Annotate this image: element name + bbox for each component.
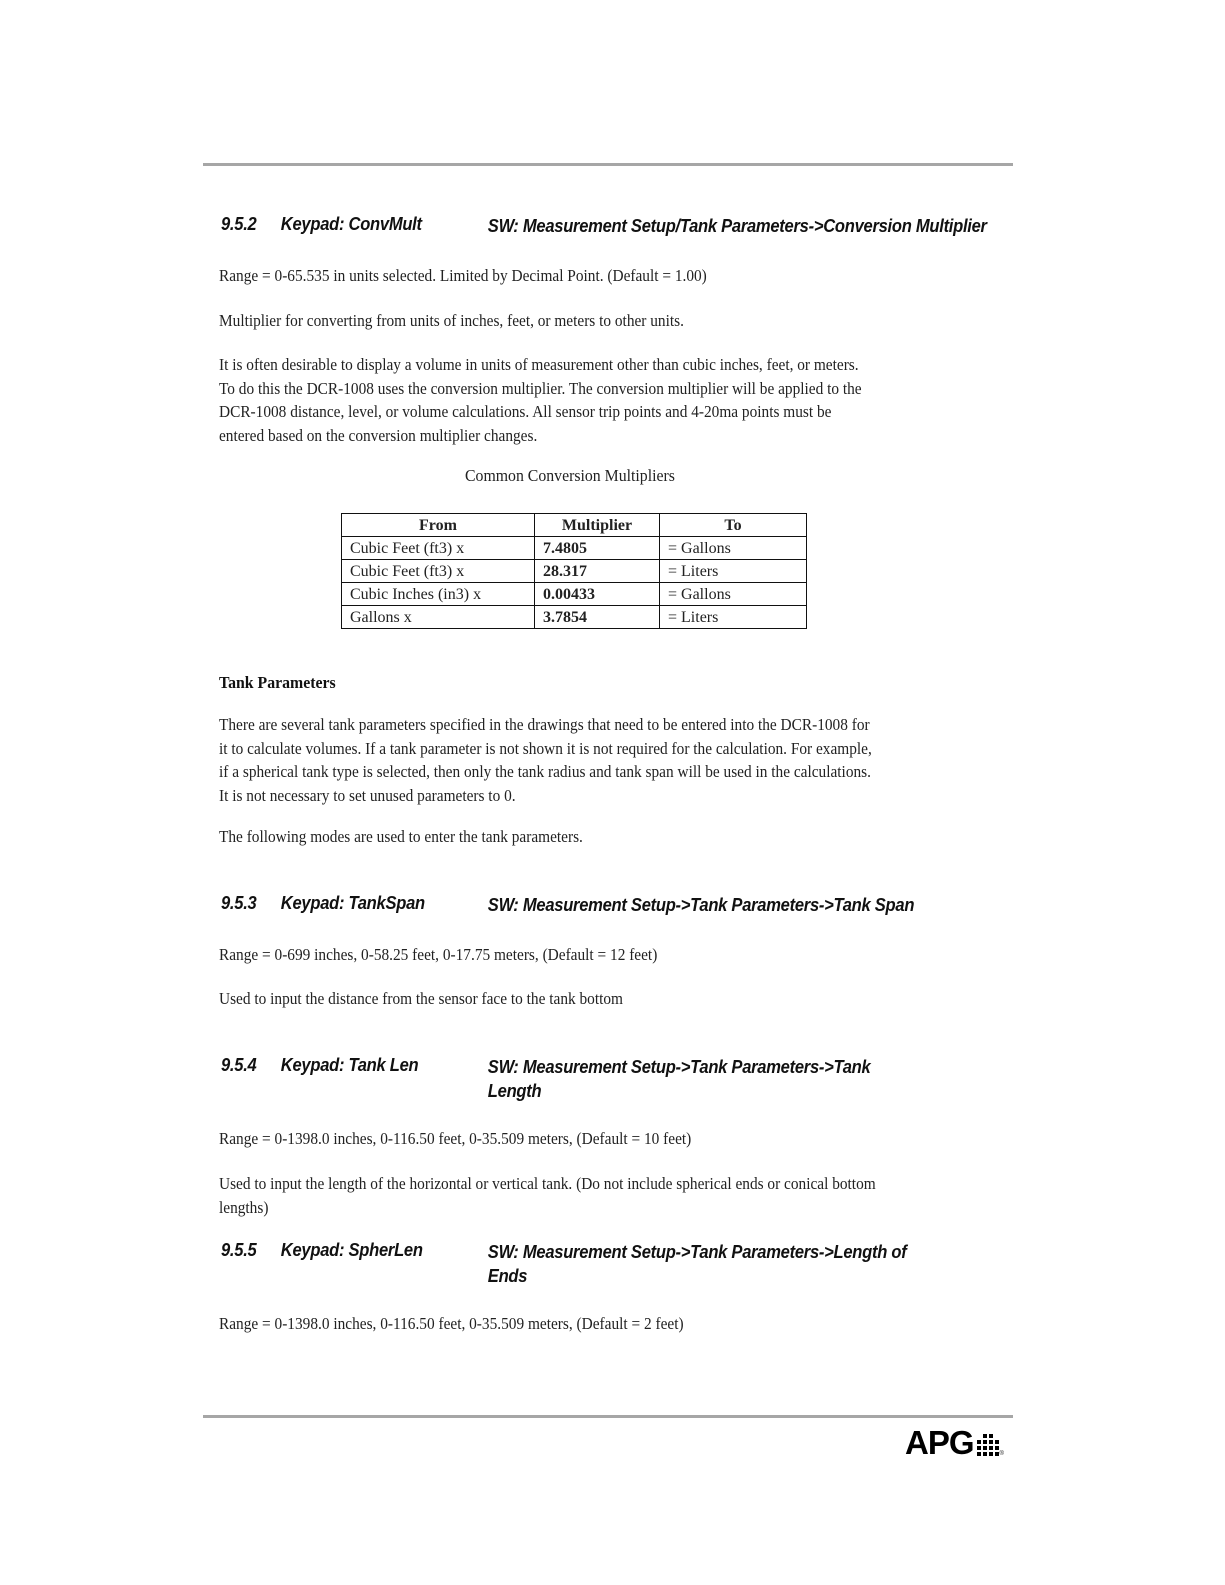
body-line: entered based on the conversion multiplier changes. <box>219 425 538 445</box>
table-row <box>342 606 807 629</box>
cell-from: Cubic Feet (ft3) x <box>342 537 535 560</box>
registered-mark: ® <box>999 1451 1004 1457</box>
header-multiplier: Multiplier <box>535 514 660 537</box>
table-row <box>342 583 807 606</box>
section-number: 9.5.3 <box>221 893 257 913</box>
body-line: To do this the DCR-1008 uses the conversion multiplier. The conversion multiplier will be applied to the <box>219 378 862 398</box>
cell-to: = Liters <box>660 606 807 629</box>
tank-parameters-paragraph <box>219 713 872 807</box>
cell-multiplier: 0.00433 <box>535 583 660 606</box>
keypad-label: Keypad: SpherLen <box>280 1240 423 1260</box>
software-path: SW: Measurement Setup->Tank Parameters->Length of Ends <box>487 1242 907 1286</box>
keypad-label: Keypad: ConvMult <box>280 214 422 234</box>
table-row <box>342 537 807 560</box>
cell-to: = Gallons <box>660 583 807 606</box>
section-number: 9.5.5 <box>221 1240 257 1260</box>
cell-from: Cubic Inches (in3) x <box>342 583 535 606</box>
header-rule <box>203 163 1013 166</box>
section-number: 9.5.2 <box>221 214 257 234</box>
tank-parameters-title: Tank Parameters <box>219 673 336 692</box>
body-line: It is often desirable to display a volume in units of measurement other than cubic inches, feet, or meters. <box>219 355 859 374</box>
range-text: Range = 0-699 inches, 0-58.25 feet, 0-17.75 meters, (Default = 12 feet) <box>219 945 658 964</box>
cell-multiplier: 7.4805 <box>535 537 660 560</box>
header-to: To <box>660 514 807 537</box>
body-paragraph <box>219 353 862 447</box>
footer-rule <box>203 1415 1013 1418</box>
description-text: Used to input the distance from the sensor face to the tank bottom <box>219 989 623 1008</box>
range-text: Range = 0-1398.0 inches, 0-116.50 feet, 0-35.509 meters, (Default = 10 feet) <box>219 1129 692 1148</box>
software-path: SW: Measurement Setup->Tank Parameters->Tank Length <box>487 1057 871 1101</box>
apg-logo <box>905 1423 1004 1459</box>
body-line: There are several tank parameters specified in the drawings that need to be entered into the DCR-1008 for <box>219 715 870 734</box>
table-row <box>342 560 807 583</box>
range-text: Range = 0-65.535 in units selected. Limited by Decimal Point. (Default = 1.00) <box>219 266 707 285</box>
software-path: SW: Measurement Setup/Tank Parameters->Conversion Multiplier <box>487 216 987 236</box>
description-text <box>219 1172 876 1219</box>
keypad-label: Keypad: TankSpan <box>280 893 425 913</box>
logo-grid-icon <box>977 1434 999 1456</box>
description-text: Multiplier for converting from units of inches, feet, or meters to other units. <box>219 311 684 330</box>
range-text: Range = 0-1398.0 inches, 0-116.50 feet, 0-35.509 meters, (Default = 2 feet) <box>219 1314 684 1333</box>
software-path: SW: Measurement Setup->Tank Parameters->Tank Span <box>487 895 915 915</box>
cell-to: = Gallons <box>660 537 807 560</box>
table-header-row <box>342 514 807 537</box>
keypad-label: Keypad: Tank Len <box>280 1055 419 1075</box>
header-from: From <box>342 514 535 537</box>
cell-multiplier: 3.7854 <box>535 606 660 629</box>
logo-text: APG <box>905 1424 974 1461</box>
cell-from: Gallons x <box>342 606 535 629</box>
body-line: it to calculate volumes. If a tank parameter is not shown it is not required for the calculation. For example, <box>219 738 872 758</box>
cell-from: Cubic Feet (ft3) x <box>342 560 535 583</box>
conversion-table <box>341 513 807 629</box>
body-line: DCR-1008 distance, level, or volume calculations. All sensor trip points and 4-20ma points must be <box>219 402 832 421</box>
body-line: if a spherical tank type is selected, then only the tank radius and tank span will be used in the calculations. <box>219 762 871 781</box>
cell-to: = Liters <box>660 560 807 583</box>
body-line: It is not necessary to set unused parameters to 0. <box>219 785 516 805</box>
body-line: Used to input the length of the horizontal or vertical tank. (Do not include spherical ends or conical bottom <box>219 1174 876 1193</box>
table-caption: Common Conversion Multipliers <box>465 466 675 485</box>
body-line: lengths) <box>219 1197 269 1217</box>
cell-multiplier: 28.317 <box>535 560 660 583</box>
section-number: 9.5.4 <box>221 1055 257 1075</box>
modes-intro-text: The following modes are used to enter the tank parameters. <box>219 827 583 846</box>
